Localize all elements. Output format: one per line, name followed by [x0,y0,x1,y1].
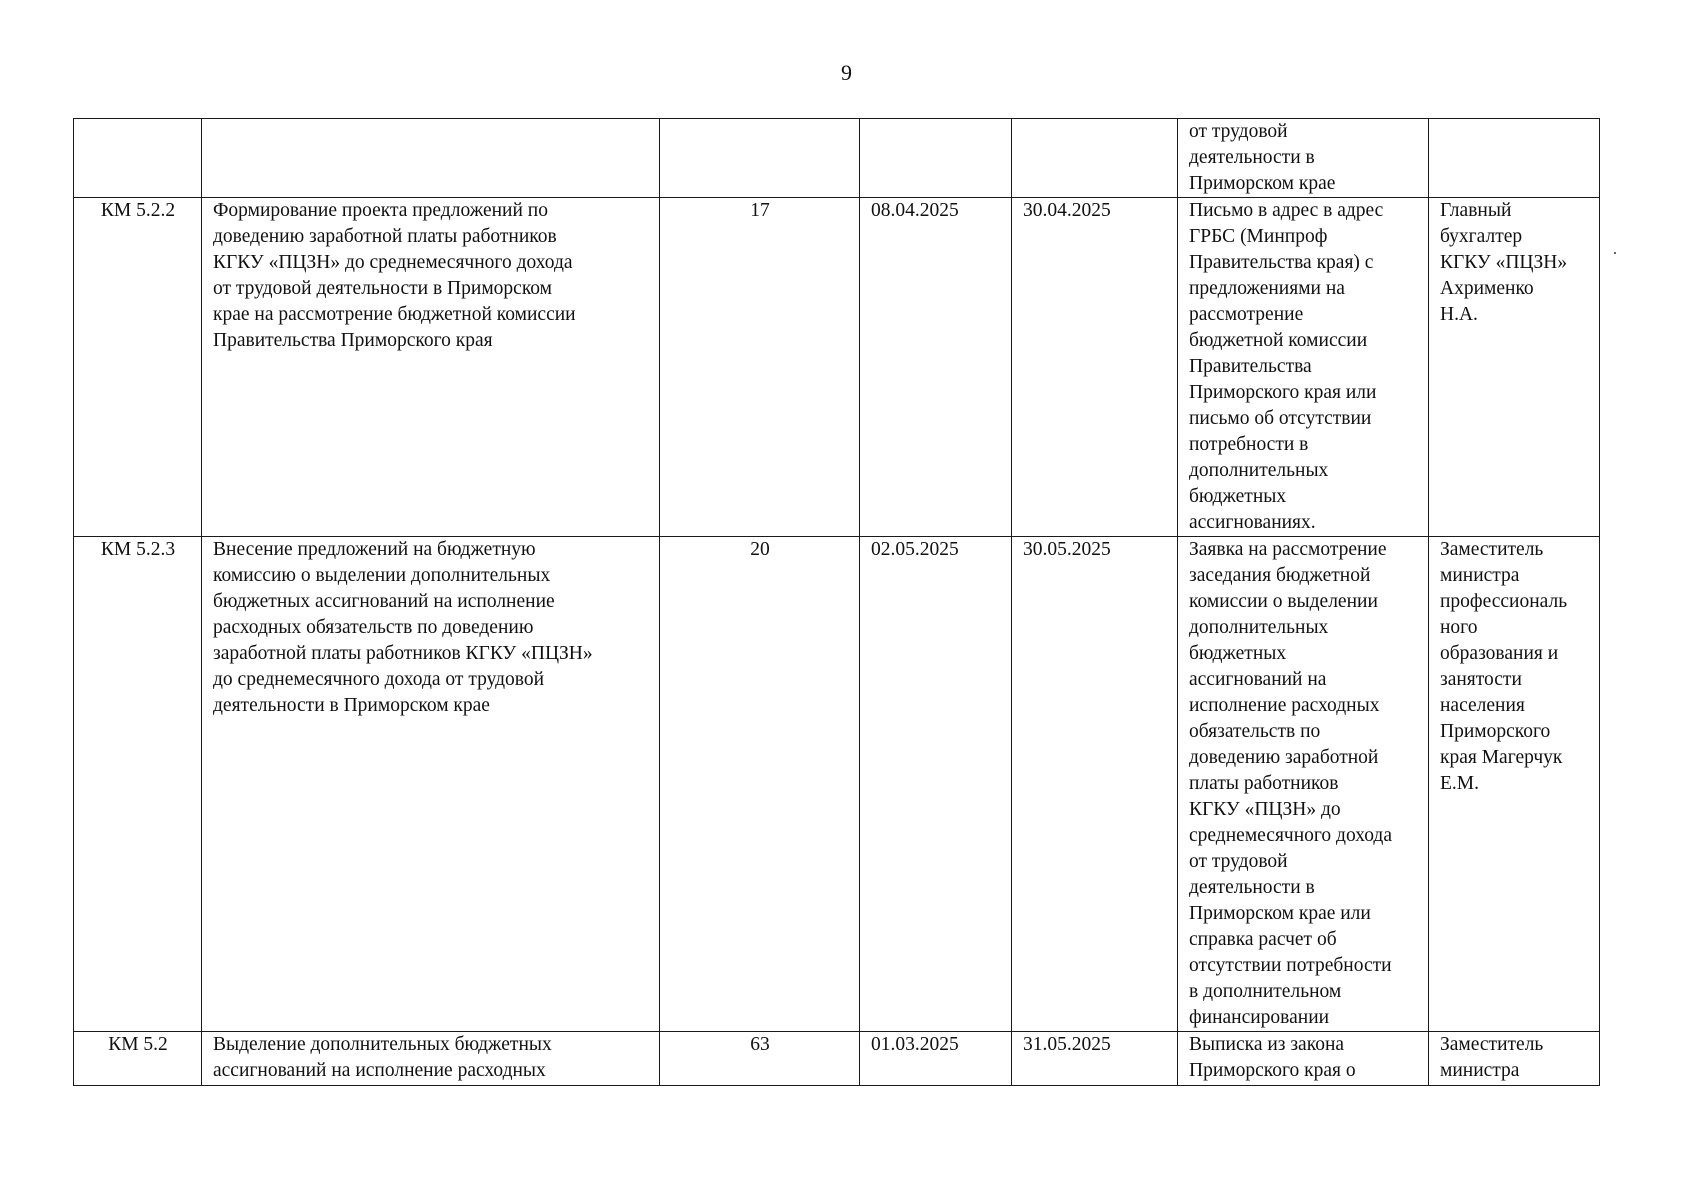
row-start-date: 01.03.2025 [860,1032,1012,1086]
row-code: КМ 5.2.3 [74,537,202,1032]
row-name: Внесение предложений на бюджетную комиссию о выделении дополнительных бюджетных ассигнований на исполнение расходных обязательств по доведению заработной платы работников КГКУ «ПЦЗН» до среднемесячного дохода от трудовой деятельности в Приморском крае [202,537,660,1032]
row-code: КМ 5.2 [74,1032,202,1086]
row-start-date: 08.04.2025 [860,198,1012,537]
table-row [74,1032,1600,1086]
row-name: Выделение дополнительных бюджетных ассигнований на исполнение расходных [202,1032,660,1086]
plan-table [73,118,1600,1086]
row-result: Выписка из закона Приморского края о [1178,1032,1429,1086]
row-result: Заявка на рассмотрение заседания бюджетной комиссии о выделении дополнительных бюджетных ассигнований на исполнение расходных обязательств по доведению заработной платы работников КГКУ «ПЦЗН» до среднемесячного дохода от трудовой деятельности в Приморском крае или справка расчет об отсутствии потребности в дополнительном финансировании [1178,537,1429,1032]
row-responsible: Главный бухгалтер КГКУ «ПЦЗН» Ахрименко Н.А. [1429,198,1600,537]
row-duration [660,119,860,198]
row-result: от трудовой деятельности в Приморском крае [1178,119,1429,198]
row-end-date: 30.05.2025 [1012,537,1178,1032]
row-end-date [1012,119,1178,198]
table-row [74,537,1600,1032]
row-name [202,119,660,198]
row-end-date: 31.05.2025 [1012,1032,1178,1086]
row-duration: 17 [660,198,860,537]
row-start-date: 02.05.2025 [860,537,1012,1032]
row-end-date: 30.04.2025 [1012,198,1178,537]
table-row [74,198,1600,537]
row-result: Письмо в адрес в адрес ГРБС (Минпроф Правительства края) с предложениями на рассмотрение бюджетной комиссии Правительства Приморского края или письмо об отсутствии потребности в дополнительных бюджетных ассигнованиях. [1178,198,1429,537]
row-name: Формирование проекта предложений по доведению заработной платы работников КГКУ «ПЦЗН» до среднемесячного дохода от трудовой деятельности в Приморском крае на рассмотрение бюджетной комиссии Правительства Приморского края [202,198,660,537]
row-duration: 20 [660,537,860,1032]
row-code [74,119,202,198]
row-responsible [1429,119,1600,198]
row-start-date [860,119,1012,198]
row-duration: 63 [660,1032,860,1086]
row-responsible: Заместитель министра [1429,1032,1600,1086]
scan-speck [1614,252,1616,254]
row-code: КМ 5.2.2 [74,198,202,537]
page-number: 9 [841,60,852,85]
table-row [74,119,1600,198]
row-responsible: Заместитель министра профессиональ ного образования и занятости населения Приморского края Магерчук Е.М. [1429,537,1600,1032]
